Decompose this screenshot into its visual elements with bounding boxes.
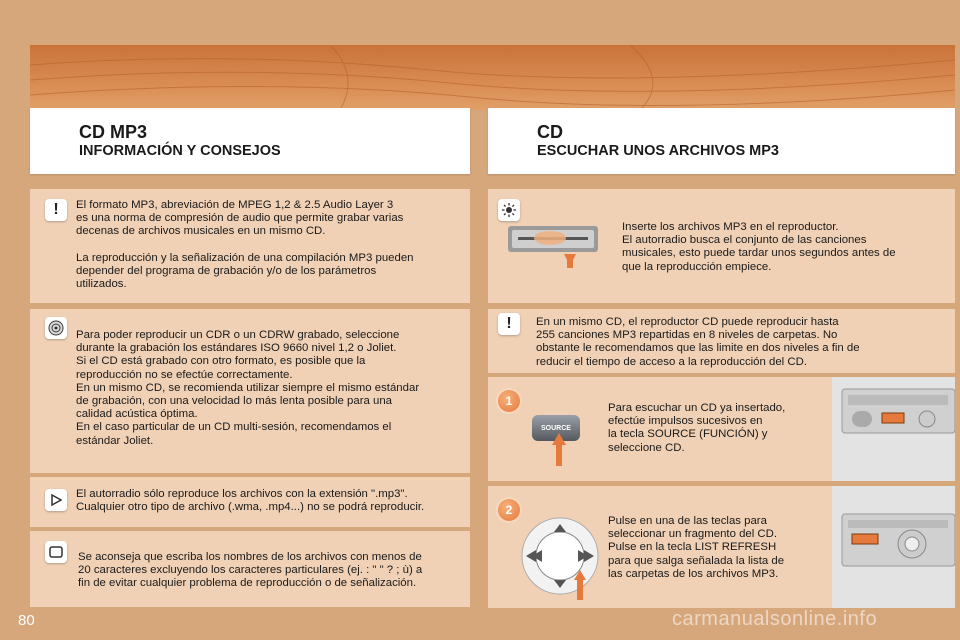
info-text: Se aconseja que escriba los nombres de los archivos con menos de 20 caracteres excluyendo los caracteres particulares (ej. : " " ? ; ù) a fin de evitar cualquier problema de reproducción o de señalización. — [78, 551, 423, 590]
light-icon — [498, 199, 520, 221]
watermark: carmanualsonline.info — [672, 608, 878, 630]
info-box-insert-mp3 — [488, 189, 955, 303]
step-number-1: 1 — [498, 390, 520, 412]
info-box-mp3-format — [30, 189, 470, 303]
left-section-subtitle: INFORMACIÓN Y CONSEJOS — [79, 143, 281, 159]
cd-slot-illustration — [508, 222, 608, 272]
info-box-file-names — [30, 531, 470, 607]
page-number: 80 — [18, 612, 35, 629]
info-text: El formato MP3, abreviación de MPEG 1,2 & 2.5 Audio Layer 3 es una norma de compresión de audio que permite grabar varias decenas de archivos musicales en un mismo CD. La reproducción y la señalización de una compilación MP3 pueden depender del programa de grabación y/o de los parámetros utilizados. — [76, 199, 414, 291]
info-text: Inserte los archivos MP3 en el reproductor. El autorradio busca el conjunto de las canciones musicales, esto puede tardar unos segundos antes de que la reproducción empiece. — [622, 221, 896, 273]
source-button[interactable]: SOURCE — [532, 415, 580, 441]
info-text: El autorradio sólo reproduce los archivos con la extensión ".mp3". Cualquier otro tipo de archivo (.wma, .mp4...) no se podrá reproducir. — [76, 488, 425, 514]
play-icon — [45, 489, 67, 511]
exclamation-icon: ! — [498, 313, 520, 335]
banner-pattern — [30, 45, 955, 110]
step-2-box — [488, 486, 955, 608]
radio-illustration-2 — [832, 486, 955, 608]
radio-illustration — [832, 377, 955, 481]
right-section-subtitle: ESCUCHAR UNOS ARCHIVOS MP3 — [537, 143, 779, 159]
info-box-mp3-extension — [30, 477, 470, 527]
left-section-header — [30, 108, 470, 174]
info-box-icon — [45, 541, 67, 563]
right-section-title: CD — [537, 122, 563, 142]
info-text: Para poder reproducir un CDR o un CDRW grabado, seleccione durante la grabación los estándares ISO 9660 nivel 1,2 o Joliet. Si el CD está grabado con otro formato, es posible que la reproducción no se efectúe correctamente. En un mismo CD, se recomienda utilizar siempre el mismo estándar de grabación, con una velocidad lo más lenta posible para una calidad acústica óptima. En el caso particular de un CD multi-sesión, recomendamos el estándar Joliet. — [76, 329, 420, 447]
right-section-header — [488, 108, 955, 174]
cd-icon — [45, 317, 67, 339]
info-text: Pulse en una de las teclas para seleccionar un fragmento del CD. Pulse en la tecla LIST REFRESH para que salga señalada la lista de las carpetas de los archivos MP3. — [608, 515, 785, 580]
info-text: Para escuchar un CD ya insertado, efectúe impulsos sucesivos en la tecla SOURCE (FUNCIÓN) y seleccione CD. — [608, 402, 786, 454]
left-section-title: CD MP3 — [79, 122, 148, 142]
exclamation-icon: ! — [45, 199, 67, 221]
navigation-pad-illustration — [518, 514, 608, 604]
info-text: En un mismo CD, el reproductor CD puede reproducir hasta 255 canciones MP3 repartidas en 8 niveles de carpetas. No obstante le recomendamos que las limite en dos niveles a fin de reducir el tiempo de acceso a la reproducción del CD. — [536, 316, 860, 368]
top-banner — [30, 45, 955, 110]
arrow-up-icon — [552, 433, 566, 467]
step-1-box — [488, 377, 955, 481]
info-box-mp3-limits — [488, 309, 955, 373]
step-number-2: 2 — [498, 499, 520, 521]
info-box-cdr-standards — [30, 309, 470, 473]
